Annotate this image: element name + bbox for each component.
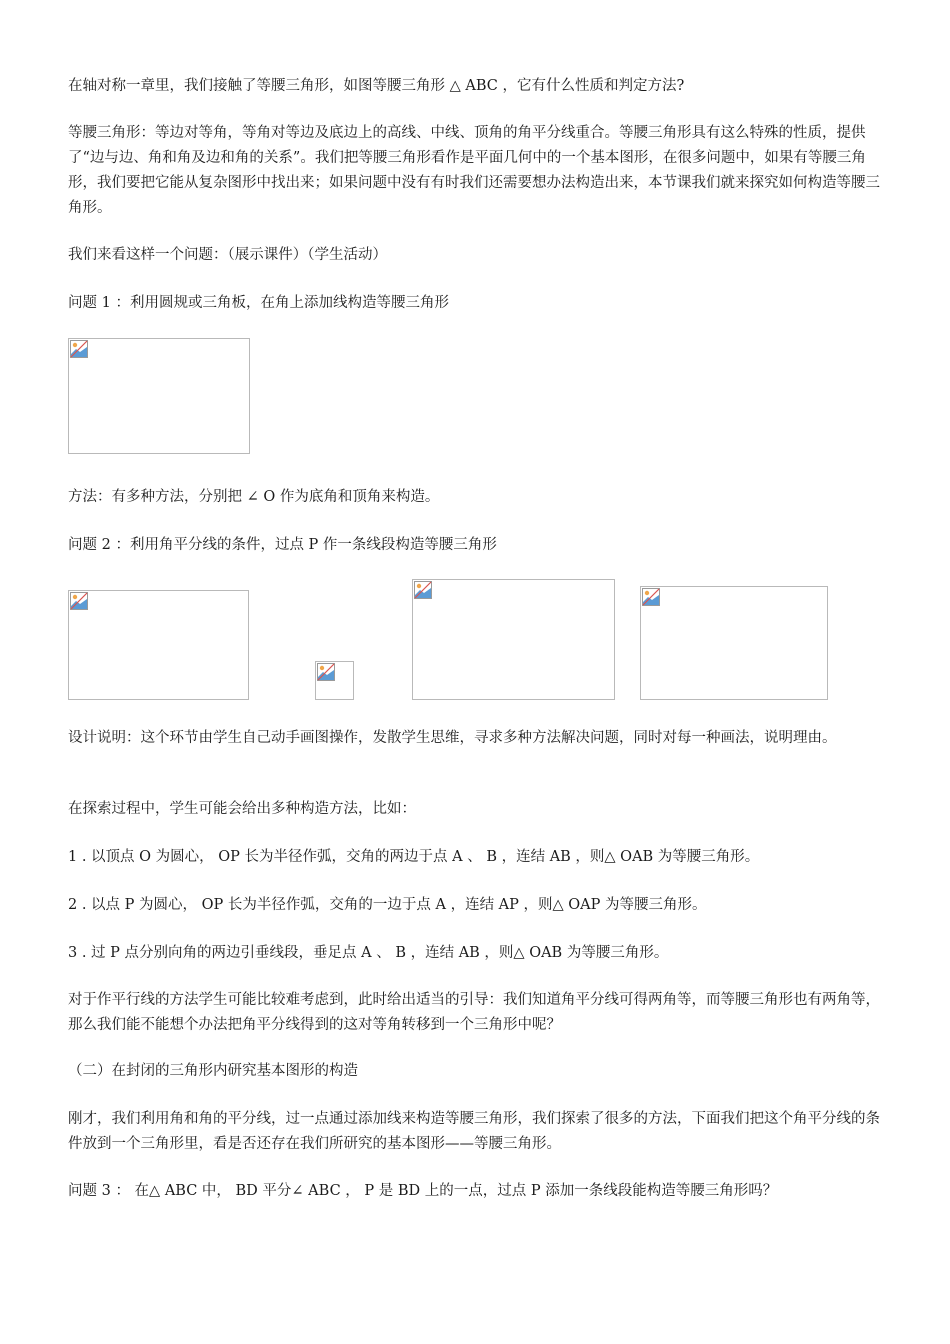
paragraph-design-note: 设计说明：这个环节由学生自己动手画图操作，发散学生思维，寻求多种方法解决问题，同时对每一种画法，说明理由。 [68,730,837,746]
broken-image-icon [414,581,432,599]
paragraph-intro: 在轴对称一章里，我们接触了等腰三角形，如图等腰三角形 △ ABC ，它有什么性质和判定方法? [68,78,685,94]
section-heading-2: （二）在封闭的三角形内研究基本图形的构造 [68,1063,358,1079]
paragraph-problem-lead: 我们来看这样一个问题：（展示课件）（学生活动） [68,247,387,263]
broken-image-icon [317,663,335,681]
paragraph-exploration: 在探索过程中，学生可能会给出多种构造方法，比如： [68,801,416,817]
paragraph-problem-3: 问题 3 ： 在△ ABC 中， BD 平分∠ ABC ， P 是 BD 上的一点，过点 P 添加一条线段能构造等腰三角形吗？ [68,1183,778,1199]
paragraph-method: 方法：有多种方法，分别把 ∠ O 作为底角和顶角来构造。 [68,489,440,505]
figure-image-2b [315,661,354,700]
list-item-method-3: 3 . 过 P 点分别向角的两边引垂线段，垂足点 A 、 B ，连结 AB ，则△ OAB 为等腰三角形。 [68,945,669,961]
figure-image-2c [412,579,615,700]
paragraph-properties: 等腰三角形：等边对等角，等角对等边及底边上的高线、中线、顶角的角平分线重合。等腰三角形具有这么特殊的性质，提供了“边与边、角和角及边和角的关系”。我们把等腰三角形看作是平面几何中的一个基本图形，在很多问题中，如果有等腰三角形，我们要把它能从复杂图形中找出来；如果问题中没有有时我们还需要想办法构造出来，本节课我们就来探究如何构造等腰三角形。 [68,125,880,216]
paragraph-transition: 刚才，我们利用角和角的平分线，过一点通过添加线来构造等腰三角形，我们探索了很多的方法，下面我们把这个角平分线的条件放到一个三角形里，看是否还存在我们所研究的基本图形——等腰三角形。 [68,1111,880,1152]
list-item-method-1: 1 . 以顶点 O 为圆心， OP 长为半径作弧，交角的两边于点 A 、 B ，连结 AB ，则△ OAB 为等腰三角形。 [68,849,760,865]
list-item-method-2: 2 . 以点 P 为圆心， OP 长为半径作弧，交角的一边于点 A ，连结 AP ，则△ OAP 为等腰三角形。 [68,897,707,913]
paragraph-parallel-hint: 对于作平行线的方法学生可能比较难考虑到，此时给出适当的引导：我们知道角平分线可得两角等，而等腰三角形也有两角等，那么我们能不能想个办法把角平分线得到的这对等角转移到一个三角形中呢？ [68,992,880,1033]
figure-image-2a [68,590,249,700]
paragraph-problem-1: 问题 1 ：利用圆规或三角板，在角上添加线构造等腰三角形 [68,295,449,311]
broken-image-icon [70,592,88,610]
broken-image-icon [70,340,88,358]
broken-image-icon [642,588,660,606]
paragraph-problem-2: 问题 2 ：利用角平分线的条件，过点 P 作一条线段构造等腰三角形 [68,537,497,553]
figure-image-2d [640,586,828,700]
figure-image-1 [68,338,250,454]
